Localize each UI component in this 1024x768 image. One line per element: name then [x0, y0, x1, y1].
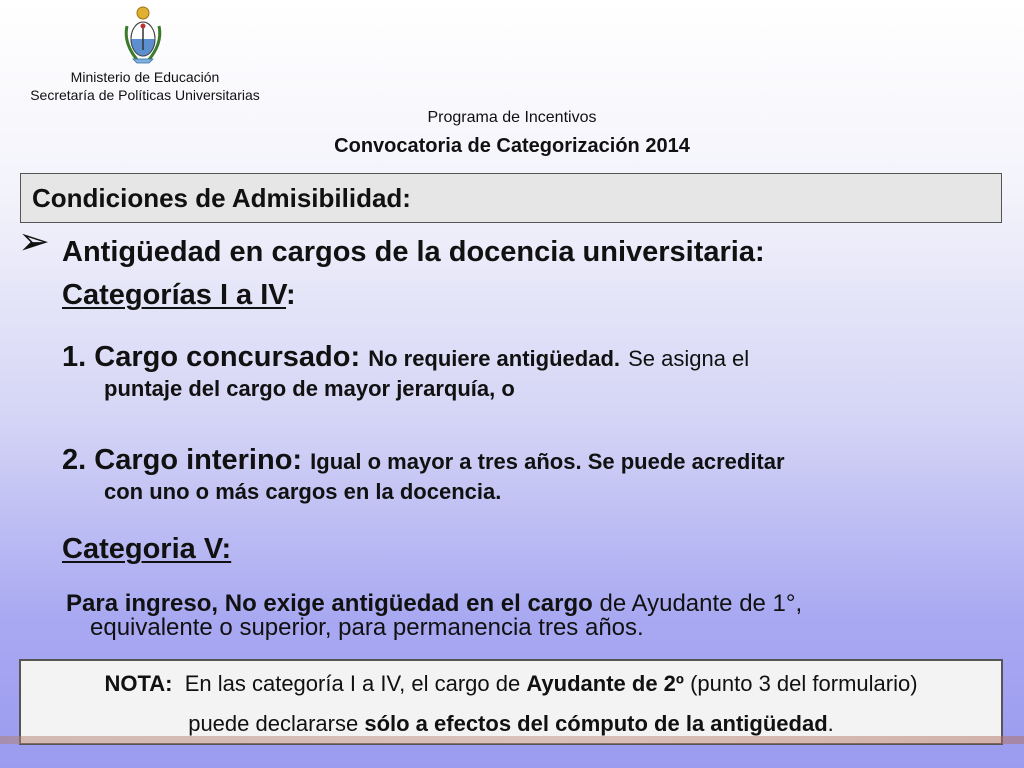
- ingreso-bold: Para ingreso, No exige antigüedad en el cargo: [66, 590, 593, 617]
- item-rest: Se asigna el: [628, 346, 750, 371]
- note-text-1: En las categoría I a IV, el cargo de: [184, 671, 521, 696]
- item-lead: No requiere antigüedad.: [368, 346, 621, 371]
- antiguedad-heading: Antigüedad en cargos de la docencia universitaria:: [62, 236, 765, 268]
- note-box: [19, 659, 1003, 745]
- ministry-name: Ministerio de Educación: [70, 69, 220, 85]
- coat-of-arms-icon: [121, 4, 165, 66]
- item-title: Cargo interino:: [94, 444, 303, 476]
- item-title: Cargo concursado:: [94, 341, 361, 373]
- note-line-1: [21, 671, 1001, 697]
- ingreso-rest: de Ayudante de 1°,: [599, 590, 803, 617]
- category-v-text: [66, 591, 1006, 641]
- item-continuation: puntaje del cargo de mayor jerarquía, o: [104, 376, 515, 401]
- list-item: [62, 341, 1012, 402]
- program-name: Programa de Incentivos: [427, 109, 597, 126]
- categories-i-iv-colon: :: [286, 279, 296, 311]
- categories-i-iv-heading: [62, 279, 296, 312]
- note-bold-1: Ayudante de 2º: [526, 671, 684, 696]
- note-line-2: [21, 711, 1001, 737]
- list-item: [62, 444, 1012, 505]
- note-end: .: [827, 711, 834, 736]
- note-bold-2: sólo a efectos del cómputo de la antigüedad: [364, 711, 828, 736]
- arrow-bullet-icon: ➢: [18, 221, 50, 263]
- ingreso-line2: equivalente o superior, para permanencia tres años.: [90, 614, 644, 641]
- item-continuation: con uno o más cargos en la docencia.: [104, 479, 502, 504]
- category-v-heading: [62, 533, 231, 566]
- call-title: Convocatoria de Categorización 2014: [334, 135, 690, 157]
- item-number: 2.: [62, 444, 87, 476]
- secretariat-name: Secretaría de Políticas Universitarias: [30, 87, 260, 103]
- item-lead: Igual o mayor a tres años. Se puede acreditar: [310, 449, 785, 474]
- footer-decoration: [0, 736, 1024, 744]
- item-number: 1.: [62, 341, 87, 373]
- categories-i-iv-label: Categorías I a IV: [62, 279, 287, 311]
- note-text-2: (punto 3 del formulario): [690, 671, 918, 696]
- conditions-title: Condiciones de Admisibilidad:: [32, 183, 411, 213]
- category-v-label: Categoria V:: [62, 533, 232, 565]
- note-label: NOTA:: [104, 671, 173, 696]
- note-text-3: puede declararse: [188, 711, 359, 736]
